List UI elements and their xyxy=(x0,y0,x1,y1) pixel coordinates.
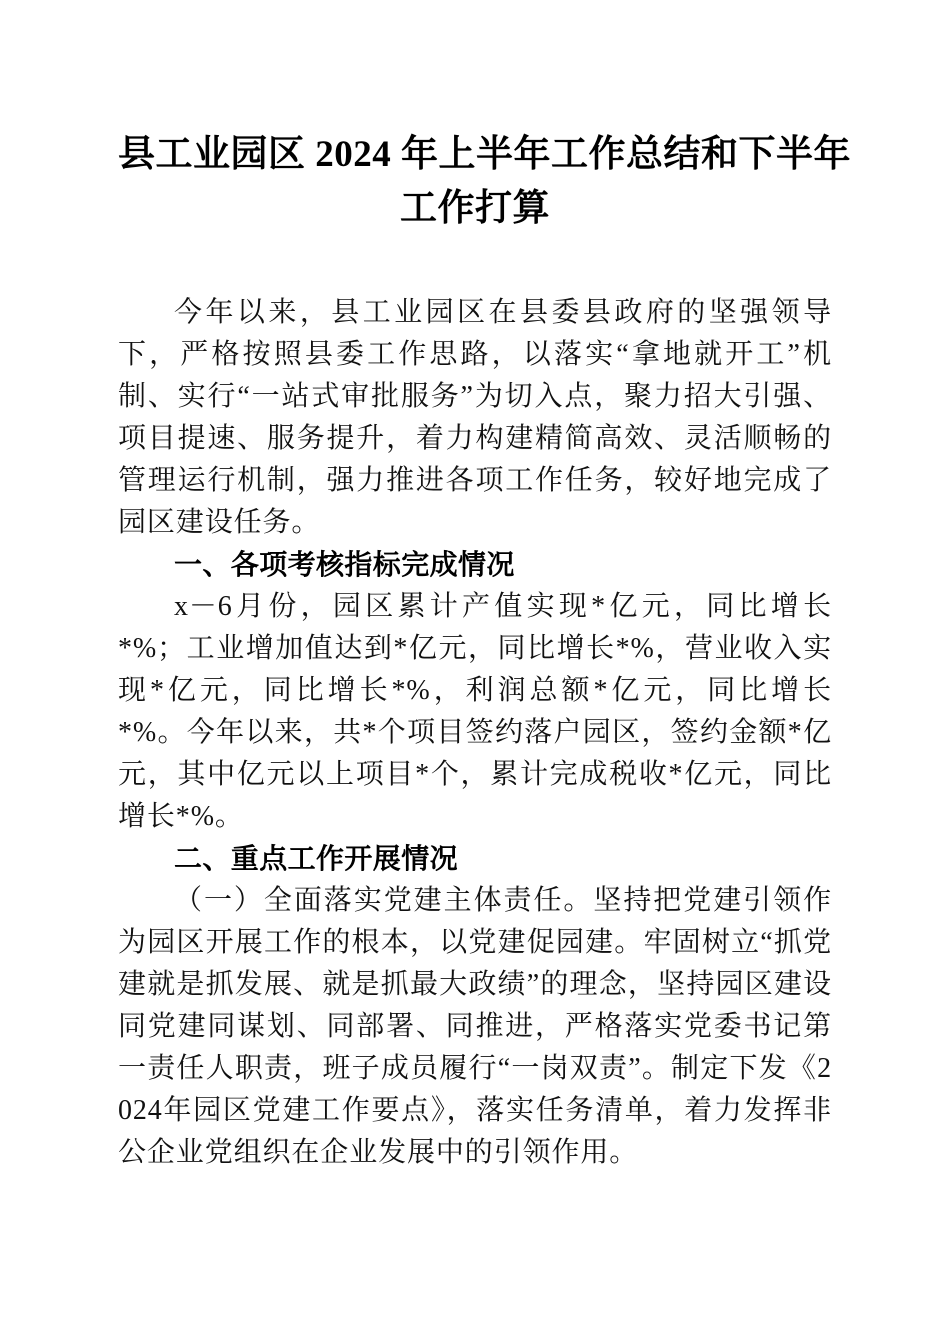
section-heading-2: 二、重点工作开展情况 xyxy=(174,843,459,874)
section-heading-1: 一、各项考核指标完成情况 xyxy=(174,549,515,580)
title-body-spacer xyxy=(118,236,832,292)
section-2-subsection-1-paragraph: （一）全面落实党建主体责任。坚持把党建引领作为园区开展工作的根本，以党建促园建。牢固树立“抓党建就是抓发展、就是抓最大政绩”的理念，坚持园区建设同党建同谋划、同部署、同推进，严格落实党委书记第一责任人职责，班子成员履行“一岗双责”。制定下发《2024年园区党建工作要点》，落实任务清单，着力发挥非公企业党组织在企业发展中的引领作用。 xyxy=(118,885,832,1168)
page-title-line-2: 工作打算 xyxy=(400,188,550,229)
intro-paragraph: 今年以来，县工业园区在县委县政府的坚强领导下，严格按照县委工作思路，以落实“拿地就开工”机制、实行“一站式审批服务”为切入点，聚力招大引强、项目提速、服务提升，着力构建精简高效、灵活顺畅的管理运行机制，强力推进各项工作任务，较好地完成了园区建设任务。 xyxy=(118,297,832,538)
page-title xyxy=(118,0,851,236)
document-content-area xyxy=(118,0,851,1174)
section-1-paragraph: x－6月份，园区累计产值实现*亿元，同比增长*%；工业增加值达到*亿元，同比增长*%，营业收入实现*亿元，同比增长*%，利润总额*亿元，同比增长*%。今年以来，共*个项目签约落户园区，签约金额*亿元，其中亿元以上项目*个，累计完成税收*亿元，同比增长*%。 xyxy=(118,591,832,832)
page-title-line-1: 县工业园区 2024 年上半年工作总结和下半年 xyxy=(118,134,851,175)
